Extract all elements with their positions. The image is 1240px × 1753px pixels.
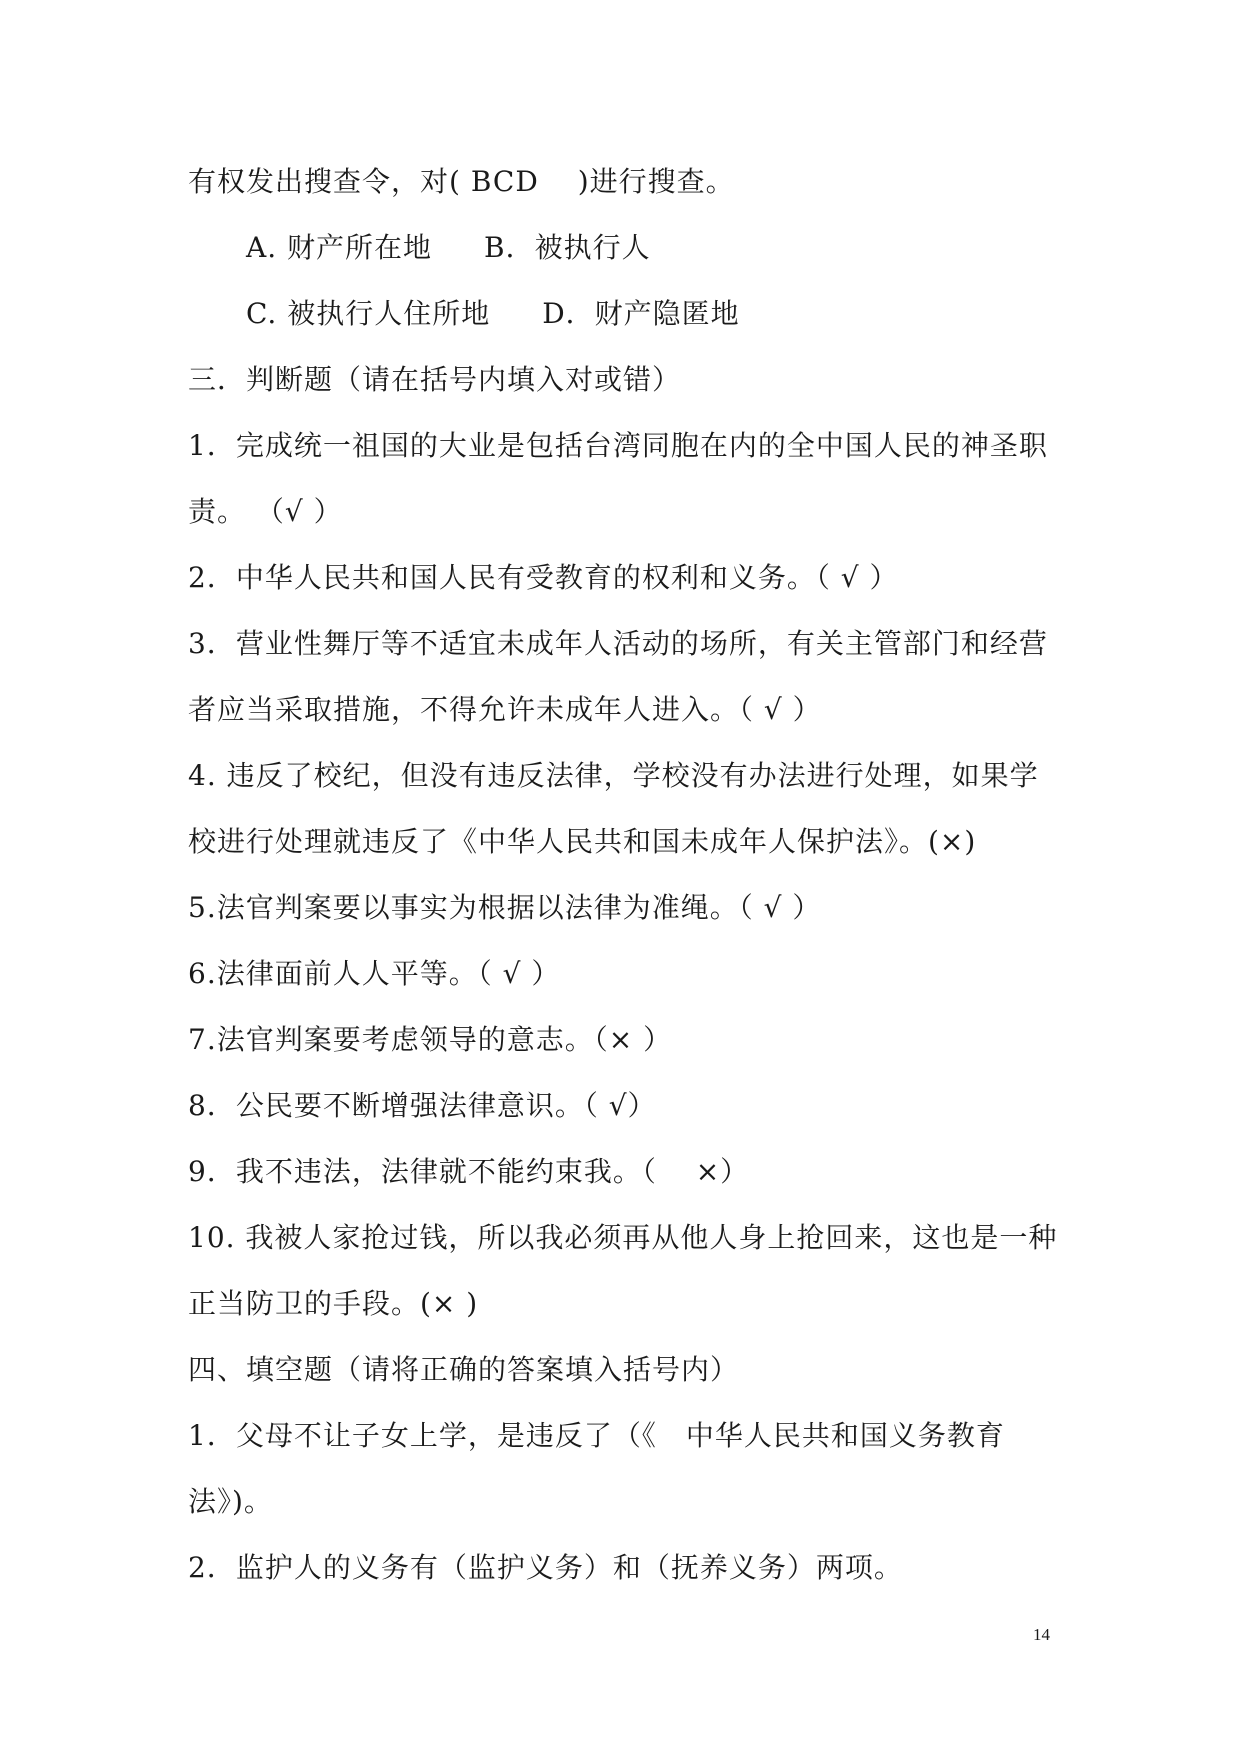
section-heading-fill-blank: 四、填空题（请将正确的答案填入括号内） xyxy=(188,1353,740,1386)
text-line: 10. 我被人家抢过钱，所以我必须再从他人身上抢回来，这也是一种 xyxy=(188,1221,1058,1254)
text-line: 6.法律面前人人平等。（ √ ） xyxy=(188,957,561,990)
text-line: 者应当采取措施，不得允许未成年人进入。（ √ ） xyxy=(188,693,822,726)
text-line: 1．父母不让子女上学，是违反了（《 中华人民共和国义务教育 xyxy=(188,1419,1005,1452)
option-b: B．被执行人 xyxy=(484,231,651,264)
question-continuation xyxy=(188,164,735,200)
text-line: 4. 违反了校纪，但没有违反法律，学校没有办法进行处理，如果学 xyxy=(188,759,1039,792)
text-line: 3．营业性舞厅等不适宜未成年人活动的场所，有关主管部门和经营 xyxy=(188,627,1048,660)
text-line: 责。 （√ ） xyxy=(188,495,343,528)
option-c: C. 被执行人住所地 xyxy=(246,297,491,330)
text-line: 8．公民要不断增强法律意识。（ √） xyxy=(188,1089,657,1122)
text-line: 校进行处理就违反了《中华人民共和国未成年人保护法》。(×) xyxy=(188,825,977,858)
text-line: 正当防卫的手段。(× ) xyxy=(188,1287,479,1320)
option-row-cd xyxy=(246,296,740,332)
text-line: 5.法官判案要以事实为根据以法律为准绳。（ √ ） xyxy=(188,891,822,924)
text-line: 1．完成统一祖国的大业是包括台湾同胞在内的全中国人民的神圣职 xyxy=(188,429,1048,462)
option-a: A. 财产所在地 xyxy=(246,231,433,264)
text-line: 7.法官判案要考虑领导的意志。（× ） xyxy=(188,1023,673,1056)
text-line: 法》)。 xyxy=(188,1485,273,1518)
page-number: 14 xyxy=(1033,1625,1050,1644)
text-line: 有权发出搜查令，对( BCD )进行搜查。 xyxy=(188,165,735,198)
section-heading-true-false: 三．判断题（请在括号内填入对或错） xyxy=(188,363,682,396)
text-line: 9．我不违法，法律就不能约束我。（ ×） xyxy=(188,1155,750,1188)
text-line: 2．监护人的义务有（监护义务）和（抚养义务）两项。 xyxy=(188,1551,903,1584)
text-line: 2．中华人民共和国人民有受教育的权利和义务。（ √ ） xyxy=(188,561,899,594)
option-d: D．财产隐匿地 xyxy=(542,297,740,330)
option-row-ab xyxy=(246,230,651,266)
